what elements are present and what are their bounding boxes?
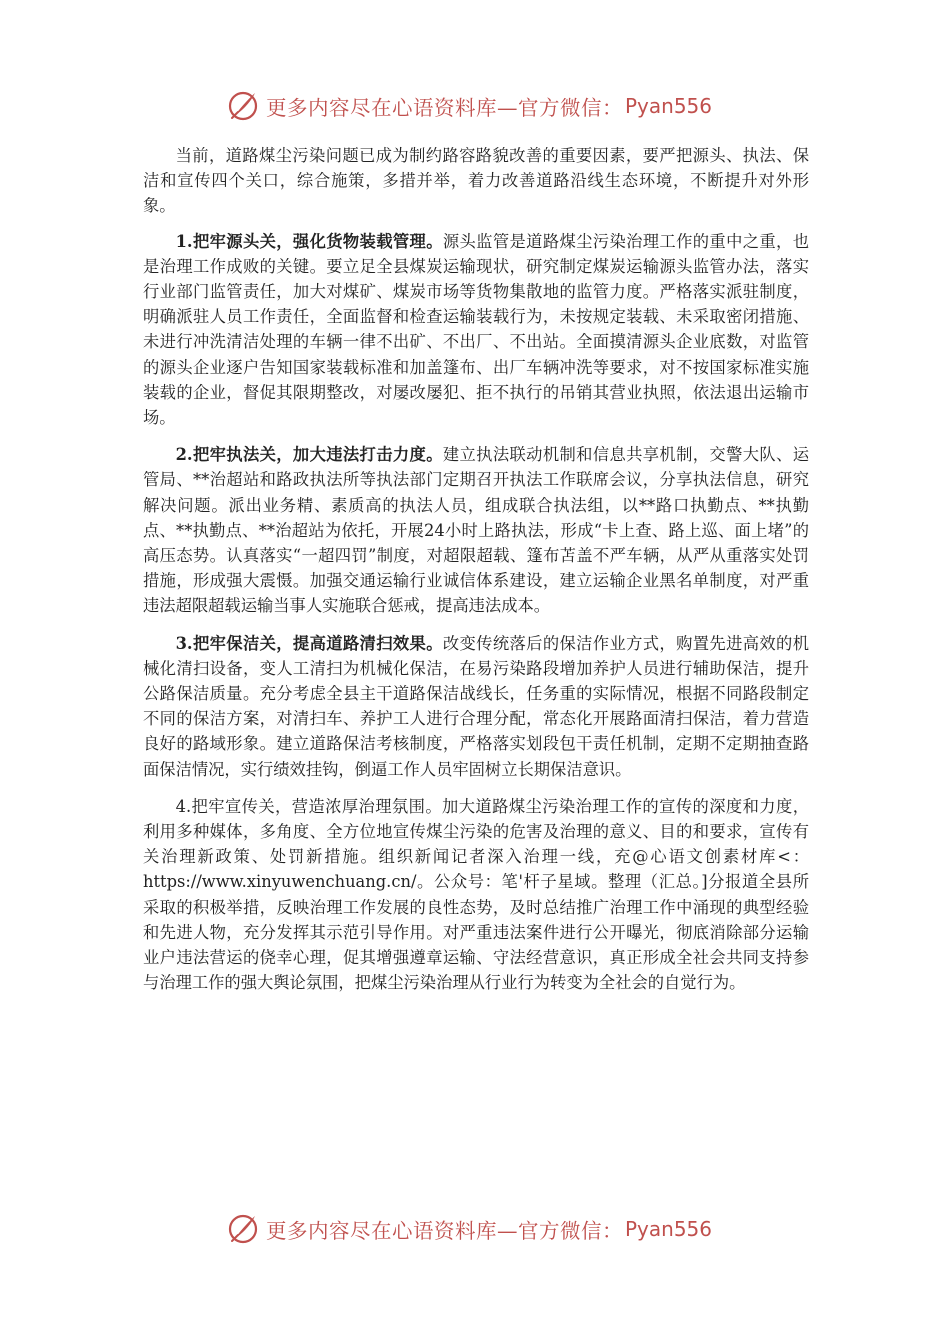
- paragraph-lead: 3.把牢保洁关，提高道路清扫效果。: [175, 633, 443, 653]
- paragraph-source-control: [143, 229, 809, 431]
- paragraph-intro: [143, 143, 809, 219]
- banner-wechat-id: Pyan556: [625, 94, 713, 118]
- paragraph-text: 当前，道路煤尘污染问题已成为制约路容路貌改善的重要因素，要严把源头、执法、保洁和宣传四个关口，综合施策，多措并举，着力改善道路沿线生态环境，不断提升对外形象。: [143, 146, 809, 216]
- quill-pen-icon: [226, 1212, 260, 1246]
- header-watermark-banner: [226, 88, 712, 124]
- footer-watermark-banner: [226, 1211, 712, 1247]
- banner-wechat-id: Pyan556: [625, 1217, 713, 1241]
- paragraph-enforcement: [143, 442, 809, 618]
- paragraph-text: 4.把牢宣传关，营造浓厚治理氛围。加大道路煤尘污染治理工作的宣传的深度和力度，利用多种媒体，多角度、全方位地宣传煤尘污染的危害及治理的意义、目的和要求，宣传有关治理新政策、处罚新措施。组织新闻记者深入治理一线，充@心语文创素材库<：https://www.xinyuwenchuang.cn/。公众号：笔'杆子星域。整理（汇总。]分报道全县所采取的积极举措，反映治理工作发展的良性态势，及时总结推广治理工作中涌现的典型经验和先进人物，充分发挥其示范引导作用。对严重违法案件进行公开曝光，彻底消除部分运输业户违法营运的侥幸心理，促其增强遵章运输、守法经营意识，真正形成全社会共同支持参与治理工作的强大舆论氛围，把煤尘污染治理从行业行为转变为全社会的自觉行为。: [143, 796, 809, 993]
- paragraph-publicity: [143, 794, 809, 996]
- quill-pen-icon: [226, 89, 260, 123]
- paragraph-lead: 1.把牢源头关，强化货物装载管理。: [175, 231, 443, 251]
- banner-text: 更多内容尽在心语资料库—官方微信：: [266, 1219, 623, 1243]
- paragraph-text: 改变传统落后的保洁作业方式，购置先进高效的机械化清扫设备，变人工清扫为机械化保洁，在易污染路段增加养护人员进行辅助保洁，提升公路保洁质量。充分考虑全县主干道路保洁战线长，任务重的实际情况，根据不同路段制定不同的保洁方案，对清扫车、养护工人进行合理分配，常态化开展路面清扫保洁，着力营造良好的路域形象。建立道路保洁考核制度，严格落实划段包干责任机制，定期不定期抽查路面保洁情况，实行绩效挂钩，倒逼工作人员牢固树立长期保洁意识。: [143, 633, 809, 779]
- paragraph-text: 建立执法联动机制和信息共享机制，交警大队、运管局、**治超站和路政执法所等执法部门定期召开执法工作联席会议，分享执法信息，研究解决问题。派出业务精、素质高的执法人员，组成联合执法组，以**路口执勤点、**执勤点、**执勤点、**治超站为依托，开展24小时上路执法，形成“卡上查、路上巡、面上堵”的高压态势。认真落实“一超四罚”制度，对超限超载、篷布苫盖不严车辆，从严从重落实处罚措施，形成强大震慑。加强交通运输行业诚信体系建设，建立运输企业黑名单制度，对严重违法超限超载运输当事人实施联合惩戒，提高违法成本。: [143, 445, 809, 616]
- article-body: [143, 143, 809, 1008]
- paragraph-text: 源头监管是道路煤尘污染治理工作的重中之重，也是治理工作成败的关键。要立足全县煤炭运输现状，研究制定煤炭运输源头监管办法，落实行业部门监管责任，加大对煤矿、煤炭市场等货物集散地的监管力度。严格落实派驻制度，明确派驻人员工作责任，全面监督和检查运输装载行为，未按规定装载、未采取密闭措施、未进行冲洗清洁处理的车辆一律不出矿、不出厂、不出站。全面摸清源头企业底数，对监管的源头企业逐户告知国家装载标准和加盖篷布、出厂车辆冲洗等要求，对不按国家标准实施装载的企业，督促其限期整改，对屡改屡犯、拒不执行的吊销其营业执照，依法退出运输市场。: [143, 231, 809, 428]
- banner-text: 更多内容尽在心语资料库—官方微信：: [266, 96, 623, 120]
- paragraph-cleaning: [143, 631, 809, 782]
- paragraph-lead: 2.把牢执法关，加大违法打击力度。: [175, 445, 443, 465]
